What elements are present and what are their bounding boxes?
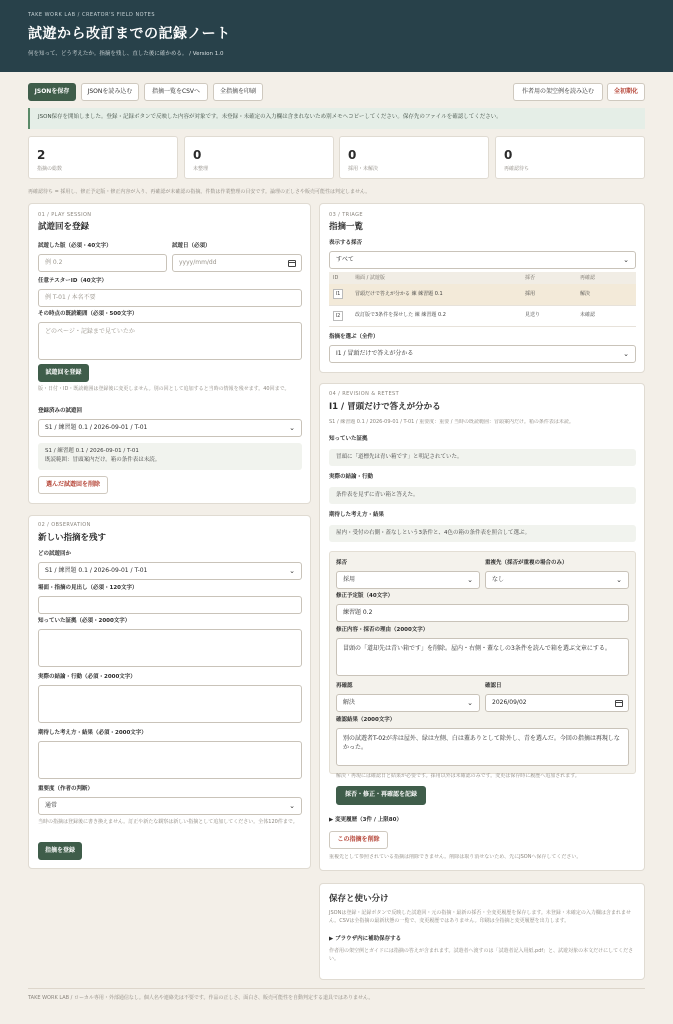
- section-tag: 03 / TRIAGE: [329, 212, 363, 218]
- heading-input[interactable]: [38, 596, 302, 614]
- header-subtitle: 何を知って、どう考えたか。指摘を残し、直した後に確かめる。 / Version 1.0: [28, 51, 224, 57]
- status-notice: JSON保存を開始しました。登録・記録ボタンで反映した内容が対象です。未登録・未確定の入力欄は含まれないため別メモへコピーしてください。保存先のファイルを確認してください。: [28, 108, 645, 129]
- pick-select[interactable]: [329, 345, 636, 363]
- storage-subtext: 作者用の架空例とガイドには指摘の答えが含まれます。試遊者へ渡すのは「試遊者記入用紙.pdf」と、試遊対象の本文だけにしてください。: [329, 948, 634, 962]
- stat-card-unresolved: [339, 136, 489, 179]
- confirm-date-label: 確認日: [485, 683, 502, 689]
- delete-help: 重複先として参照されている指摘は削除できません。削除は取り消せないため、先にJSONへ保存してください。: [329, 854, 582, 860]
- section-tag: 02 / OBSERVATION: [38, 522, 91, 528]
- stat-label: 採用・未解決: [348, 166, 379, 172]
- expected-label: 期待した考え方・結果（必須・2000文字）: [38, 730, 147, 736]
- confirm-date-input[interactable]: [485, 694, 629, 712]
- calendar-icon[interactable]: [288, 260, 296, 267]
- chevron-down-icon: ⌄: [467, 576, 473, 584]
- severity-select[interactable]: [38, 797, 302, 815]
- row-recheck: 未確認: [576, 305, 636, 326]
- rev-action-box: 条件表を見ずに青い箱と答えた。: [329, 487, 636, 504]
- load-json-button[interactable]: JSONを読み込む: [81, 83, 139, 101]
- rev-evidence-box: 冒頭に「道標先は青い箱です」と明記されていた。: [329, 449, 636, 466]
- delete-session-button[interactable]: 選んだ試遊回を削除: [38, 476, 108, 494]
- footer-text: TAKE WORK LAB / ローカル専用・外部通信なし。個人名や連絡先は不要です。作品の正しさ、面白さ、販売可能性を自動判定する道具ではありません。: [28, 995, 374, 1001]
- row-recheck: 解決: [576, 284, 636, 305]
- storage-title: 保存と使い分け: [329, 894, 389, 904]
- recheck-label: 再確認: [336, 683, 353, 689]
- session-detail-line2: 既読範囲：冒頭案内だけ。箱の条件表は未読。: [45, 456, 161, 463]
- stat-number: 0: [348, 148, 357, 162]
- stat-label: 再確認待ち: [504, 166, 530, 172]
- dup-value: なし: [492, 575, 505, 583]
- row-scene: 冒頭だけで答えが分かる 練 練習題 0.1: [351, 284, 521, 305]
- save-revision-button[interactable]: 採否・修正・再確認を記録: [336, 786, 426, 805]
- date-label: 試遊日（必須）: [172, 243, 211, 249]
- rev-expected-label: 期待した考え方・結果: [329, 512, 385, 518]
- stat-number: 2: [37, 148, 46, 162]
- reset-all-button[interactable]: 全初期化: [607, 83, 645, 101]
- section-title: 新しい指摘を残す: [38, 533, 107, 543]
- column-header: 採否: [521, 272, 576, 284]
- column-header: 場面 / 試遊版: [351, 272, 521, 284]
- chevron-down-icon: ⌄: [467, 699, 473, 707]
- section-tag: 01 / PLAY SESSION: [38, 212, 92, 218]
- column-header: 再確認: [576, 272, 636, 284]
- pick-value: I1 / 冒頭だけで答えが分かる: [336, 349, 414, 357]
- action-textarea[interactable]: [38, 685, 302, 723]
- column-header: ID: [329, 272, 351, 284]
- severity-value: 通常: [45, 801, 58, 809]
- footer-divider: [28, 988, 645, 989]
- chevron-down-icon: ⌄: [623, 256, 629, 264]
- change-textarea[interactable]: 冒頭の「道却先は青い箱です」を削除。屋内・右側・蓋なしの3条件を読んで箱を選ぶ文章にする。: [336, 638, 629, 676]
- result-label: 確認結果（2000文字）: [336, 717, 396, 723]
- chevron-down-icon: ⌄: [616, 576, 622, 584]
- stat-number: 0: [504, 148, 513, 162]
- session-detail-line1: S1 / 練習題 0.1 / 2026-09-01 / T-01: [45, 448, 139, 454]
- section-tag: 04 / REVISION & RETEST: [329, 391, 400, 397]
- dup-select[interactable]: [485, 571, 629, 589]
- row-id[interactable]: I1: [333, 289, 343, 299]
- recheck-select[interactable]: [336, 694, 480, 712]
- rev-action-label: 実際の結論・行動: [329, 474, 374, 480]
- row-id-cell: [329, 284, 351, 305]
- register-observation-button[interactable]: 指摘を登録: [38, 842, 82, 860]
- status-value: 採用: [343, 575, 356, 583]
- stat-card-total: [28, 136, 178, 179]
- expected-textarea[interactable]: [38, 741, 302, 779]
- scope-textarea[interactable]: どのページ・記録まで見ていたか: [38, 322, 302, 360]
- tester-label: 任意テスターID（40文字）: [38, 278, 108, 284]
- load-sample-button[interactable]: 作者用の架空例を読み込む: [513, 83, 603, 101]
- chevron-down-icon: ⌄: [623, 350, 629, 358]
- session-select[interactable]: [38, 419, 302, 437]
- row-id-cell: [329, 305, 351, 326]
- stat-label: 指摘の総数: [37, 166, 63, 172]
- chevron-down-icon: ⌄: [289, 424, 295, 432]
- scope-label: その時点の既読範囲（必須・500文字）: [38, 311, 138, 317]
- action-label: 実際の結論・行動（必須・2000文字）: [38, 674, 136, 680]
- evidence-textarea[interactable]: [38, 629, 302, 667]
- revision-help: 解決・再現には確認日と結果が必要です。採用以外は未確認のみです。変更は保存時に履歴へ追加されます。: [336, 773, 580, 779]
- print-all-button[interactable]: 全指摘を印刷: [213, 83, 263, 101]
- rev-expected-box: 屋内・受付の右側・蓋なしという3条件と、4色の箱の条件表を照合して選ぶ。: [329, 525, 636, 542]
- observation-help: 当時の指摘は登録後に書き換えません。訂正や新たな観察は新しい指摘として追加してください。全体120件まで。: [38, 819, 298, 825]
- pick-label: 指摘を選ぶ（全件）: [329, 334, 379, 340]
- dup-label: 重複先（採否が重複の場合のみ）: [485, 560, 568, 566]
- save-json-button[interactable]: JSONを保存: [28, 83, 76, 101]
- stats-note: 再確認待ち = 採用し、修正予定版・修正内容が入り、再確認が未確認の指摘。件数は作業整理の目安です。論理の正しさや販売可能性は判定しません。: [28, 189, 371, 195]
- obs-session-select[interactable]: [38, 562, 302, 580]
- recheck-value: 解決: [343, 698, 356, 706]
- stat-card-unsorted: [184, 136, 334, 179]
- status-select[interactable]: [336, 571, 480, 589]
- result-textarea[interactable]: 別の試遊者T-02が赤は屋外、緑は左側、白は蓋ありとして除外し、青を選んだ。今回の指摘は再現しなかった。: [336, 728, 629, 766]
- planned-label: 修正予定版（40文字）: [336, 593, 394, 599]
- date-placeholder: yyyy/mm/dd: [179, 258, 217, 266]
- export-csv-button[interactable]: 指摘一覧をCSVへ: [144, 83, 208, 101]
- local-save-toggle[interactable]: ▶ ブラウザ内に補助保存する: [329, 936, 402, 942]
- version-input[interactable]: 例 0.2: [38, 254, 167, 272]
- obs-session-value: S1 / 練習題 0.1 / 2026-09-01 / T-01: [45, 566, 148, 574]
- row-status: 採用: [521, 284, 576, 305]
- stat-label: 未整理: [193, 166, 209, 172]
- heading-label: 場面・指摘の見出し（必須・120文字）: [38, 585, 138, 591]
- session-list-label: 登録済みの試遊回: [38, 408, 83, 414]
- delete-observation-button[interactable]: この指摘を削除: [329, 831, 388, 849]
- chevron-down-icon: ⌄: [289, 567, 295, 575]
- page-title: 試遊から改訂までの記録ノート: [28, 26, 231, 42]
- confirm-date-value: 2026/09/02: [492, 698, 527, 706]
- chevron-down-icon: ⌄: [289, 802, 295, 810]
- revision-title: I1 / 冒頭だけで答えが分かる: [329, 402, 441, 412]
- section-title: 指摘一覧: [329, 222, 364, 232]
- storage-text: JSONは登録・記録ボタンで反映した試遊回・元の指摘・最新の採否・全変更履歴を保存します。未登録・未確定の入力欄は含まれません。CSVは全指摘の最新状態の一覧で、変更履歴ではありません。印刷は全指摘と変更履歴を出力します。: [329, 910, 631, 924]
- row-id[interactable]: I2: [333, 311, 343, 321]
- filter-select[interactable]: [329, 251, 636, 269]
- table-row[interactable]: [329, 284, 636, 305]
- date-input[interactable]: [172, 254, 302, 272]
- app-header: [0, 0, 673, 72]
- status-label: 採否: [336, 560, 348, 566]
- stat-number: 0: [193, 148, 202, 162]
- filter-value: すべて: [336, 255, 354, 263]
- filter-label: 表示する採否: [329, 240, 363, 246]
- table-header-row: [329, 272, 636, 284]
- session-select-value: S1 / 練習題 0.1 / 2026-09-01 / T-01: [45, 423, 148, 431]
- version-label: 試遊した版（必須・40文字）: [38, 243, 112, 249]
- session-help: 版・日付・ID・既読範囲は登録後に変更しません。別の回として追加すると当時の情報を残せます。40回まで。: [38, 386, 290, 392]
- evidence-label: 知っていた証拠（必須・2000文字）: [38, 618, 131, 624]
- triage-table: [329, 272, 636, 327]
- revision-meta: S1 / 練習題 0.1 / 2026-09-01 / T-01 / 重要度：重要 / 当時の既読範囲：冒頭案内だけ。箱の条件表は未読。: [329, 419, 574, 425]
- row-status: 見送り: [521, 305, 576, 326]
- section-title: 試遊回を登録: [38, 222, 90, 232]
- row-scene: 改訂版で3条件を探せした 練 練習題 0.2: [351, 305, 521, 326]
- history-toggle[interactable]: ▶ 変更履歴（3件 / 上限80）: [329, 817, 402, 823]
- table-row[interactable]: [329, 305, 636, 326]
- register-session-button[interactable]: 試遊回を登録: [38, 364, 89, 382]
- rev-evidence-label: 知っていた証拠: [329, 436, 368, 442]
- session-detail-box: [38, 443, 302, 470]
- tester-input[interactable]: 例 T-01 / 本名不要: [38, 289, 302, 307]
- obs-session-label: どの試遊回か: [38, 551, 72, 557]
- change-label: 修正内容・採否の理由（2000文字）: [336, 627, 429, 633]
- header-eyebrow: TAKE WORK LAB / CREATOR'S FIELD NOTES: [28, 12, 156, 18]
- planned-input[interactable]: 練習題 0.2: [336, 604, 629, 622]
- severity-label: 重要度（作者の判断）: [38, 786, 94, 792]
- stat-card-recheck: [495, 136, 645, 179]
- calendar-icon[interactable]: [615, 700, 623, 707]
